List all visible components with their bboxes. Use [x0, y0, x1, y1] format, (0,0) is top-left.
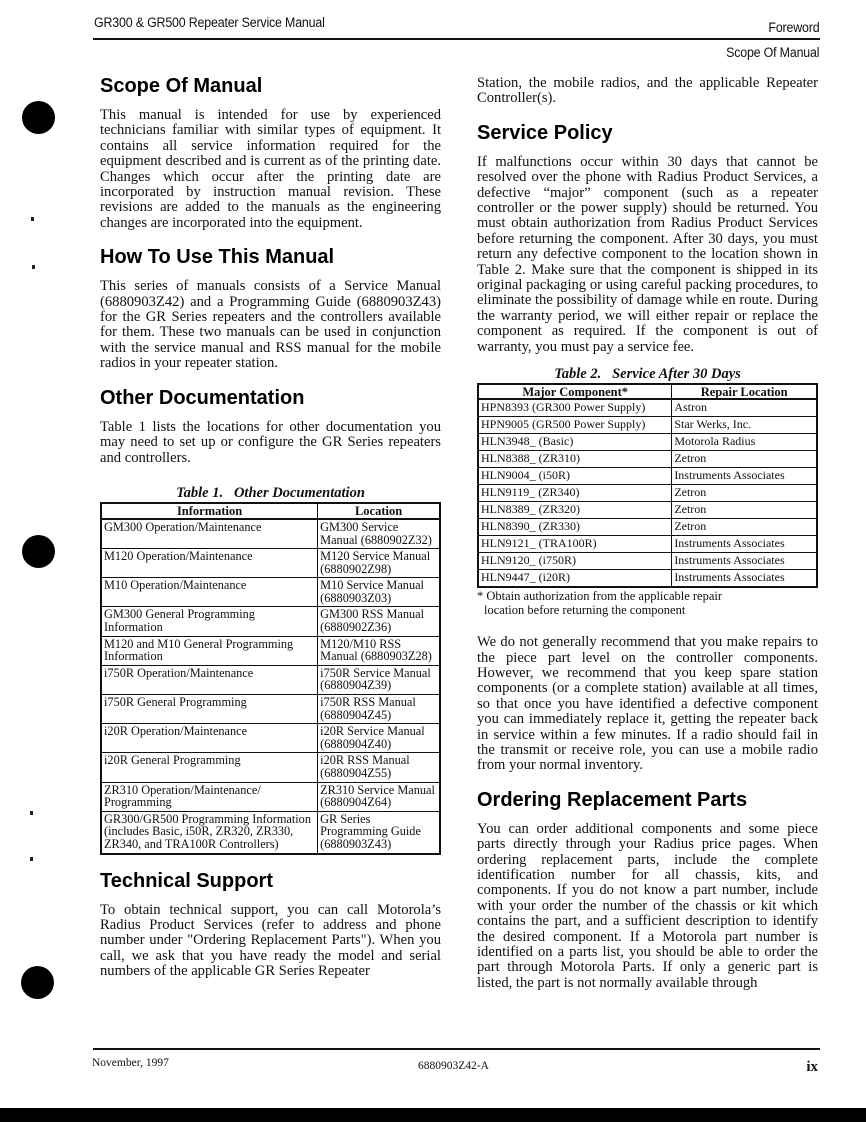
table-other-documentation: [100, 502, 441, 854]
cell-repair-location: Zetron: [672, 485, 817, 502]
table-row: [101, 578, 440, 607]
footer-doc-number: 6880903Z42-A: [418, 1060, 489, 1072]
cell-location: GM300 RSS Manual (6880902Z36): [318, 607, 440, 636]
table2-footnote: [477, 590, 818, 617]
cell-component: HLN9119_ (ZR340): [478, 485, 672, 502]
punch-hole: [22, 535, 55, 568]
table-row: [101, 549, 440, 578]
table-row: [478, 468, 817, 485]
table2-footnote-line2: location before returning the component: [484, 602, 686, 617]
cell-repair-location: Instruments Associates: [672, 536, 817, 553]
margin-speck: [30, 857, 33, 861]
cell-information: GR300/GR500 Programming Information (includes Basic, i50R, ZR320, ZR330, ZR340, and TRA100R Controllers): [101, 811, 318, 853]
tech-support-paragraph: To obtain technical support, you can call Motorola’s Radius Product Services (refer to address and phone number under "Ordering Replacement Parts"). When you call, we ask that you have ready the model and serial numbers of the applicable GR Series Repeater: [100, 901, 441, 980]
cell-information: M120 Operation/Maintenance: [101, 549, 318, 578]
cell-location: GM300 Service Manual (6880902Z32): [318, 519, 440, 549]
table-row: [478, 451, 817, 468]
heading-technical-support: Technical Support: [100, 869, 273, 892]
repairs-paragraph: We do not generally recommend that you make repairs to the piece part level on the controller components. However, we recommend that you keep spare station components (or a complete station) available at all times, so that once you have identified a defective component you can immediately replace it, getting the repeater back in service within a few minutes. If a radio should fail in the transmit or receive role, you can use a mobile radio from your normal inventory.: [477, 634, 818, 774]
cell-information: i750R Operation/Maintenance: [101, 665, 318, 694]
cell-location: M120/M10 RSS Manual (6880903Z28): [318, 636, 440, 665]
table-row: [101, 724, 440, 753]
margin-speck: [30, 811, 33, 815]
cell-component: HPN9005 (GR500 Power Supply): [478, 417, 672, 434]
cell-component: HLN9004_ (i50R): [478, 468, 672, 485]
cell-location: GR Series Programming Guide (6880903Z43): [318, 811, 440, 853]
table2-footnote-line1: * Obtain authorization from the applicable repair: [477, 589, 723, 604]
table-row: [478, 553, 817, 570]
column-header-repair-location: Repair Location: [672, 384, 817, 400]
margin-speck: [31, 217, 34, 221]
cell-location: i20R RSS Manual (6880904Z55): [318, 753, 440, 782]
cell-repair-location: Star Werks, Inc.: [672, 417, 817, 434]
heading-how-to-use: How To Use This Manual: [100, 246, 335, 269]
header-rule: [93, 38, 820, 40]
cell-information: M120 and M10 General Programming Information: [101, 636, 318, 665]
table-row: [101, 607, 440, 636]
cell-component: HPN8393 (GR300 Power Supply): [478, 399, 672, 417]
left-column: [100, 74, 441, 980]
table-row: [478, 570, 817, 588]
how-to-paragraph: This series of manuals consists of a Service Manual (6880903Z42) and a Programming Guide (6880903Z43) for the GR Series repeaters and the controllers available for them. These two manuals can be used in conjunction with the service manual and RSS manual for the mobile radios in your repeater station.: [100, 278, 441, 372]
table-row: [478, 399, 817, 417]
table-row: [101, 811, 440, 853]
service-policy-paragraph: If malfunctions occur within 30 days that cannot be resolved over the phone with Radius Product Services, a defective “major” component (such as a repeater controller or the power supply) should be returned. You must obtain authorization from Radius Product Services before returning the component. After 30 days, you must return any defective component to the location shown in Table 2. Make sure that the component is shipped in its original packaging or using careful packing procedures, to eliminate the possibility of damage while en route. During the warranty period, we will either repair or replace the component as required. If the component is out of warranty, you must pay a service fee.: [477, 153, 818, 355]
column-header-information: Information: [101, 503, 318, 519]
table-row: [478, 434, 817, 451]
table-row: [101, 636, 440, 665]
cell-information: M10 Operation/Maintenance: [101, 578, 318, 607]
cell-repair-location: Zetron: [672, 519, 817, 536]
table-header-row: [101, 503, 440, 519]
cell-component: HLN9121_ (TRA100R): [478, 536, 672, 553]
table-service-after-30-days: [477, 383, 818, 589]
cell-repair-location: Zetron: [672, 451, 817, 468]
cell-location: i750R RSS Manual (6880904Z45): [318, 695, 440, 724]
cell-component: HLN9120_ (i750R): [478, 553, 672, 570]
running-header-subsection: Scope Of Manual: [725, 45, 819, 60]
running-header-title: GR300 & GR500 Repeater Service Manual: [94, 15, 325, 30]
running-header-section: Foreword: [768, 20, 819, 35]
cell-information: i20R Operation/Maintenance: [101, 724, 318, 753]
table-header-row: [478, 384, 817, 400]
footer-rule: [93, 1048, 820, 1050]
table-row: [101, 782, 440, 811]
heading-ordering-replacement-parts: Ordering Replacement Parts: [477, 788, 748, 811]
cell-repair-location: Instruments Associates: [672, 468, 817, 485]
ordering-paragraph: You can order additional components and some piece parts directly through your Radius price pages. When ordering replacement parts, include the complete identification number for all chassis, kits, and components. If you do not know a part number, include with your order the number of the chassis or kit which contains the part, and a sufficient description to identify the desired component. If a Motorola part number is identified on a parts list, you should be able to order the part through Motorola Parts. If only a generic part is listed, the part is not normally available through: [477, 820, 818, 991]
table-row: [101, 753, 440, 782]
table-row: [478, 485, 817, 502]
continuation-paragraph: Station, the mobile radios, and the applicable Repeater Controller(s).: [477, 75, 818, 107]
cell-location: i750R Service Manual (6880904Z39): [318, 665, 440, 694]
table1-caption: Table 1. Other Documentation: [176, 484, 365, 501]
cell-information: GM300 Operation/Maintenance: [101, 519, 318, 549]
cell-repair-location: Instruments Associates: [672, 570, 817, 588]
cell-location: M10 Service Manual (6880903Z03): [318, 578, 440, 607]
cell-information: GM300 General Programming Information: [101, 607, 318, 636]
cell-repair-location: Zetron: [672, 502, 817, 519]
right-column: [477, 76, 818, 991]
cell-location: M120 Service Manual (6880902Z98): [318, 549, 440, 578]
cell-location: i20R Service Manual (6880904Z40): [318, 724, 440, 753]
footer-date: November, 1997: [92, 1057, 169, 1069]
table-row: [478, 502, 817, 519]
cell-component: HLN8389_ (ZR320): [478, 502, 672, 519]
heading-scope-of-manual: Scope Of Manual: [100, 75, 263, 97]
cell-repair-location: Instruments Associates: [672, 553, 817, 570]
table2-caption: Table 2. Service After 30 Days: [554, 366, 741, 383]
heading-other-documentation: Other Documentation: [100, 386, 305, 409]
cell-component: HLN8388_ (ZR310): [478, 451, 672, 468]
table-row: [101, 695, 440, 724]
table-row: [478, 417, 817, 434]
cell-information: i750R General Programming: [101, 695, 318, 724]
other-docs-paragraph: Table 1 lists the locations for other documentation you may need to set up or configure the GR Series repeaters and controllers.: [100, 418, 441, 466]
cell-component: HLN9447_ (i20R): [478, 570, 672, 588]
table-row: [101, 665, 440, 694]
table-row: [478, 536, 817, 553]
cell-repair-location: Astron: [672, 399, 817, 417]
cell-location: ZR310 Service Manual (6880904Z64): [318, 782, 440, 811]
cell-repair-location: Motorola Radius: [672, 434, 817, 451]
margin-speck: [32, 265, 35, 269]
cell-component: HLN3948_ (Basic): [478, 434, 672, 451]
scope-paragraph: This manual is intended for use by experienced technicians familiar with similar types of equipment. It contains all service information required for the equipment described and is current as of the printing date. Changes which occur after the printing date are incorporated by instruction manual revision. These revisions are added to the manuals as the engineering changes are incorporated into the equipment.: [100, 107, 441, 231]
heading-service-policy: Service Policy: [477, 121, 613, 144]
table-row: [478, 519, 817, 536]
cell-component: HLN8390_ (ZR330): [478, 519, 672, 536]
table-row: [101, 519, 440, 549]
column-header-major-component: Major Component*: [478, 384, 672, 400]
cell-information: i20R General Programming: [101, 753, 318, 782]
punch-hole: [22, 101, 55, 134]
column-header-location: Location: [318, 503, 440, 519]
scan-edge-bar: [0, 1108, 866, 1122]
punch-hole: [21, 966, 54, 999]
footer-page-number: ix: [806, 1059, 818, 1075]
cell-information: ZR310 Operation/Maintenance/ Programming: [101, 782, 318, 811]
